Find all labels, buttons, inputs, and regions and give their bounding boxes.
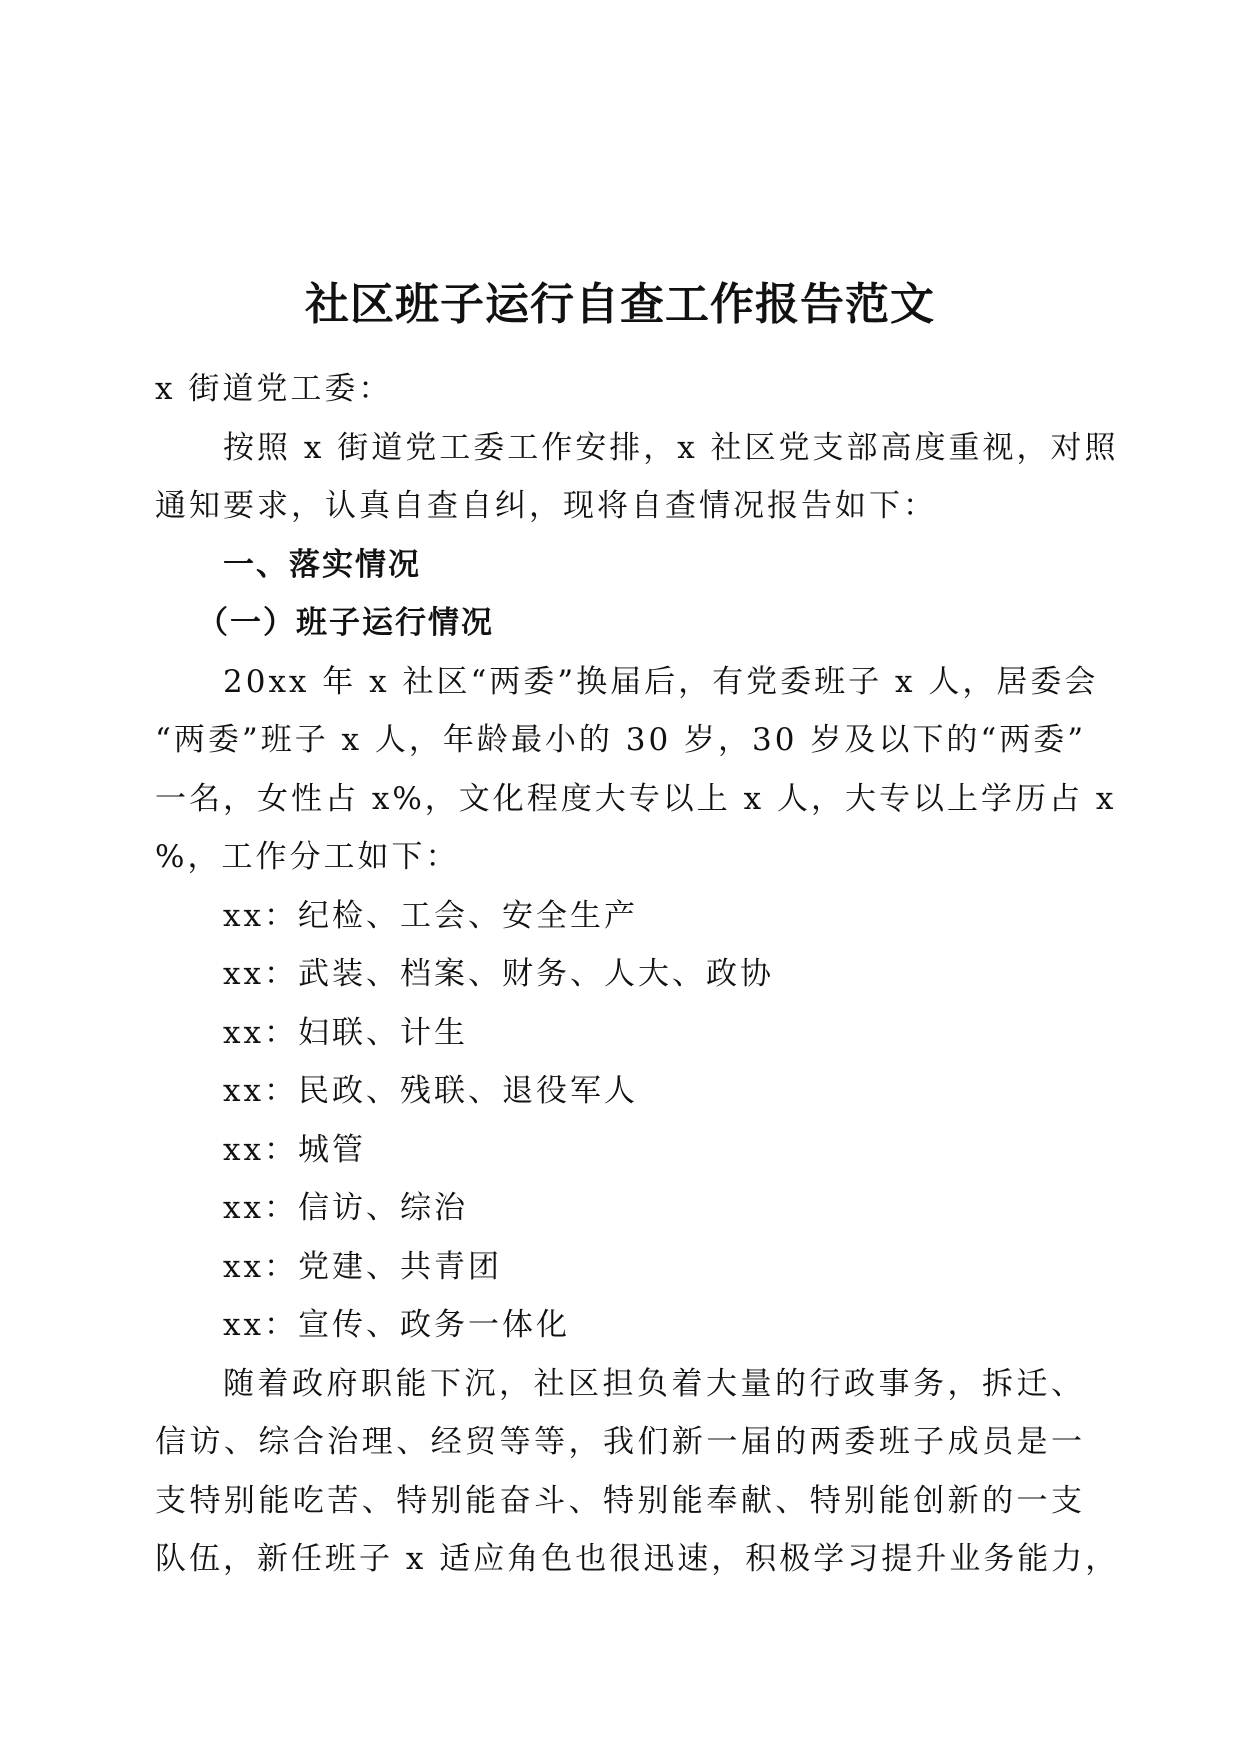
document-body xyxy=(155,360,1120,1589)
duty-item: xx：宣传、政务一体化 xyxy=(223,1307,570,1343)
paragraph-line: 支特别能吃苦、特别能奋斗、特别能奉献、特别能创新的一支 xyxy=(155,1482,1085,1519)
paragraph-line: 一名，女性占 x%，文化程度大专以上 x 人，大专以上学历占 x xyxy=(155,780,1117,817)
paragraph-line: 队伍，新任班子 x 适应角色也很迅速，积极学习提升业务能力， xyxy=(155,1541,1120,1577)
subsection-heading: （一）班子运行情况 xyxy=(197,605,494,641)
paragraph-line: 20xx 年 x 社区“两委”换届后，有党委班子 x 人，居委会 xyxy=(223,663,1099,700)
paragraph-line: %，工作分工如下： xyxy=(155,839,460,875)
duty-item: xx：信访、综治 xyxy=(223,1190,468,1226)
intro-line: 按照 x 街道党工委工作安排，x 社区党支部高度重视，对照 xyxy=(223,429,1119,466)
duty-item: xx：党建、共青团 xyxy=(223,1248,502,1285)
salutation: x 街道党工委： xyxy=(155,371,393,407)
document-title: 社区班子运行自查工作报告范文 xyxy=(305,279,935,330)
paragraph-line: 随着政府职能下沉，社区担负着大量的行政事务，拆迁、 xyxy=(223,1365,1085,1402)
duty-item: xx：城管 xyxy=(223,1131,366,1168)
duty-item: xx：民政、残联、退役军人 xyxy=(223,1073,638,1109)
paragraph-line: 信访、综合治理、经贸等等，我们新一届的两委班子成员是一 xyxy=(155,1424,1085,1460)
duty-item: xx：妇联、计生 xyxy=(223,1014,468,1051)
duty-item: xx：武装、档案、财务、人大、政协 xyxy=(223,956,774,992)
paragraph-line: “两委”班子 x 人，年龄最小的 30 岁，30 岁及以下的“两委” xyxy=(155,722,1087,758)
duty-item: xx：纪检、工会、安全生产 xyxy=(223,897,638,934)
intro-line: 通知要求，认真自查自纠，现将自查情况报告如下： xyxy=(155,488,937,524)
section-heading: 一、落实情况 xyxy=(223,546,421,583)
